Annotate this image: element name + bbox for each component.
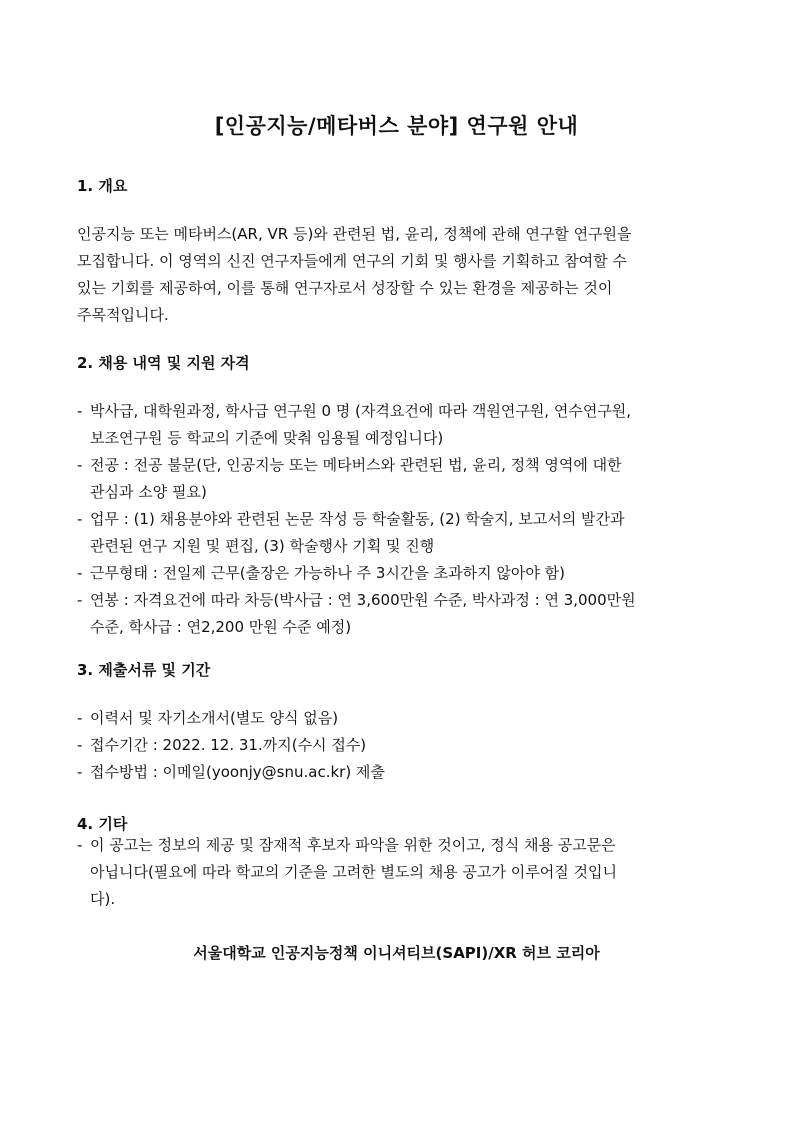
list-item-line: 업무 : (1) 채용분야와 관련된 논문 작성 등 학술활동, (2) 학술지, 보고서의 발간과: [90, 510, 625, 528]
section-heading-other: 4. 기타: [77, 815, 128, 833]
bullet-dash: -: [77, 709, 83, 727]
list-item: [77, 452, 722, 506]
paragraph-line: 인공지능 또는 메타버스(AR, VR 등)와 관련된 법, 윤리, 정책에 관해 연구할 연구원을: [77, 225, 632, 243]
bullet-dash: -: [77, 510, 83, 528]
list-item-line: 박사급, 대학원과정, 학사급 연구원 0 명 (자격요건에 따라 객원연구원, 연수연구원,: [90, 402, 632, 420]
bullet-dash: -: [77, 564, 83, 582]
section-heading-documents: 3. 제출서류 및 기간: [77, 661, 211, 679]
list-item: [77, 705, 722, 732]
bullet-dash: -: [77, 763, 83, 781]
paragraph-line: 모집합니다. 이 영역의 신진 연구자들에게 연구의 기회 및 행사를 기획하고 참여할 수: [77, 252, 627, 270]
list-item-line: 접수방법 : 이메일(yoonjy@snu.ac.kr) 제출: [90, 763, 385, 781]
paragraph-line: 주목적입니다.: [77, 306, 169, 324]
list-item-line: 아닙니다(필요에 따라 학교의 기준을 고려한 별도의 채용 공고가 이루어질 것입니: [90, 863, 617, 881]
bullet-dash: -: [77, 456, 83, 474]
list-item: [77, 506, 722, 560]
organization-footer: 서울대학교 인공지능정책 이니셔티브(SAPI)/XR 허브 코리아: [193, 944, 600, 962]
list-item-line: 이 공고는 정보의 제공 및 잠재적 후보자 파악을 위한 것이고, 정식 채용 공고문은: [90, 836, 616, 854]
list-item-line: 접수기간 : 2022. 12. 31.까지(수시 접수): [90, 736, 367, 754]
bullet-dash: -: [77, 591, 83, 609]
paragraph-line: 있는 기회를 제공하여, 이를 통해 연구자로서 성장할 수 있는 환경을 제공하는 것이: [77, 279, 613, 297]
documents-list: [77, 705, 722, 786]
list-item-line: 보조연구원 등 학교의 기준에 맞춰 임용될 예정입니다): [90, 429, 444, 447]
section-heading-recruitment: 2. 채용 내역 및 지원 자격: [77, 354, 250, 372]
list-item: [77, 832, 722, 913]
list-item-line: 관심과 소양 필요): [90, 483, 207, 501]
list-item-line: 근무형태 : 전일제 근무(출장은 가능하나 주 3시간을 초과하지 않아야 함): [90, 564, 565, 582]
list-item: [77, 587, 722, 641]
list-item-line: 전공 : 전공 불문(단, 인공지능 또는 메타버스와 관련된 법, 윤리, 정책 영역에 대한: [90, 456, 622, 474]
page-title: [인공지능/메타버스 분야] 연구원 안내: [214, 114, 579, 138]
list-item: [77, 732, 722, 759]
list-item: [77, 759, 722, 786]
list-item-line: 연봉 : 자격요건에 따라 차등(박사급 : 연 3,600만원 수준, 박사과정 : 연 3,000만원: [90, 591, 636, 609]
bullet-dash: -: [77, 402, 83, 420]
list-item-line: 수준, 학사급 : 연2,200 만원 수준 예정): [90, 618, 352, 636]
bullet-dash: -: [77, 836, 83, 854]
list-item: [77, 560, 722, 587]
list-item-line: 관련된 연구 지원 및 편집, (3) 학술행사 기획 및 진행: [90, 537, 435, 555]
list-item-line: 다).: [90, 890, 116, 908]
bullet-dash: -: [77, 736, 83, 754]
section-heading-overview: 1. 개요: [77, 177, 128, 195]
recruitment-list: [77, 398, 722, 641]
other-list: [77, 832, 722, 913]
overview-paragraph: [77, 221, 717, 329]
list-item-line: 이력서 및 자기소개서(별도 양식 없음): [90, 709, 339, 727]
list-item: [77, 398, 722, 452]
